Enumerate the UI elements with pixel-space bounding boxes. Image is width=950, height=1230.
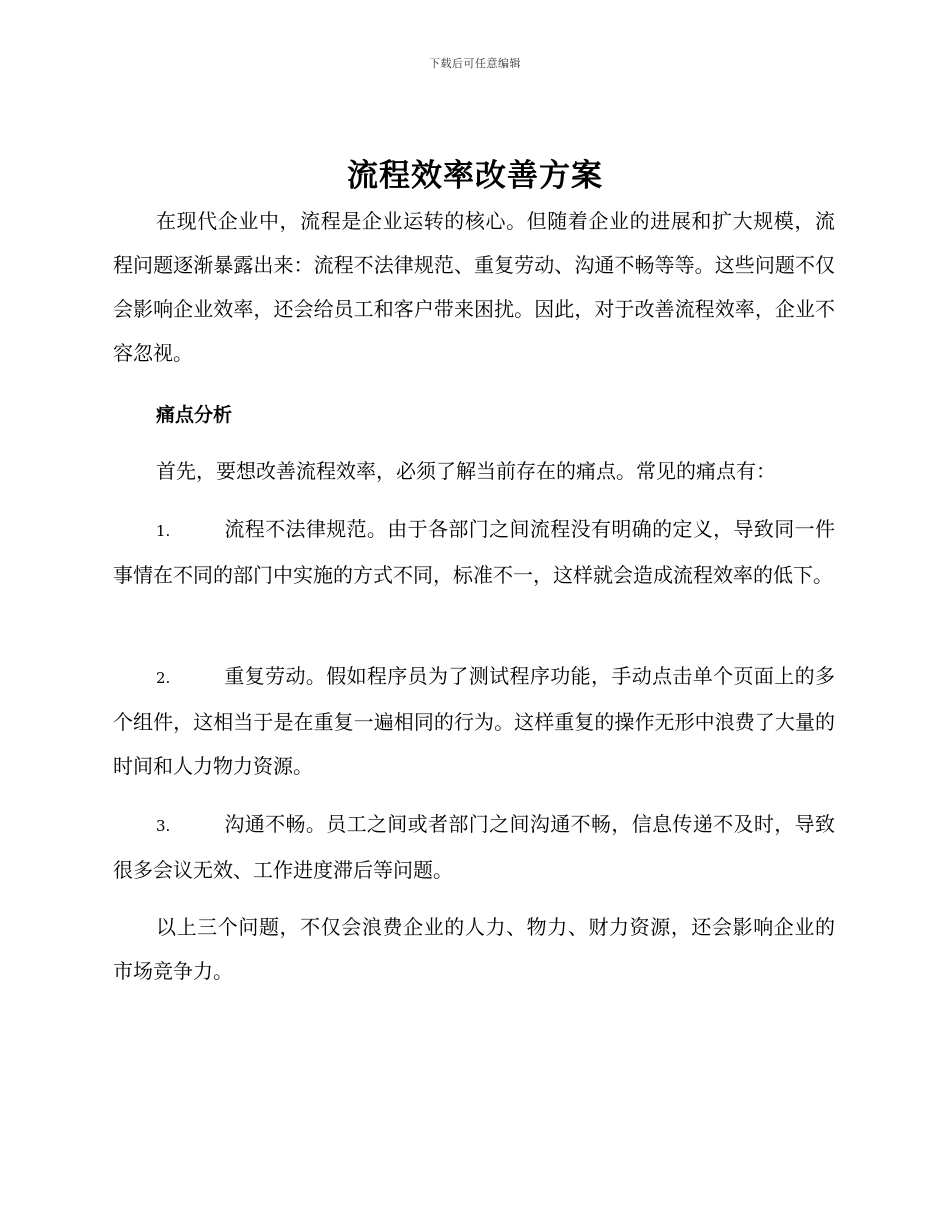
list-item	[113, 507, 835, 597]
list-item-number: 2.	[156, 669, 171, 687]
conclusion-paragraph: 以上三个问题，不仅会浪费企业的人力、物力、财力资源，还会影响企业的市场竞争力。	[113, 915, 835, 983]
header-note: 下载后可任意编辑	[429, 57, 521, 70]
list-item-number: 1.	[156, 522, 171, 540]
list-item-number: 3.	[156, 817, 171, 835]
section-heading: 痛点分析	[156, 404, 233, 426]
first-paragraph: 首先，要想改善流程效率，必须了解当前存在的痛点。常见的痛点有：	[156, 459, 776, 483]
list-item-text: 重复劳动。假如程序员为了测试程序功能，手动点击单个页面上的多个组件，这相当于是在重复一遍相同的行为。这样重复的操作无形中浪费了大量的时间和人力物力资源。	[113, 664, 835, 778]
list-item	[113, 802, 835, 892]
intro-paragraph: 在现代企业中，流程是企业运转的核心。但随着企业的进展和扩大规模，流程问题逐渐暴露出来：流程不法律规范、重复劳动、沟通不畅等等。这些问题不仅会影响企业效率，还会给员工和客户带来困扰。因此，对于改善流程效率，企业不容忽视。	[113, 209, 835, 365]
list-item-text: 沟通不畅。员工之间或者部门之间沟通不畅，信息传递不及时，导致很多会议无效、工作进度滞后等问题。	[113, 812, 835, 882]
list-item-text: 流程不法律规范。由于各部门之间流程没有明确的定义，导致同一件事情在不同的部门中实施的方式不同，标准不一，这样就会造成流程效率的低下。	[113, 517, 835, 587]
document-title: 流程效率改善方案	[347, 158, 603, 194]
list-item	[113, 654, 835, 788]
